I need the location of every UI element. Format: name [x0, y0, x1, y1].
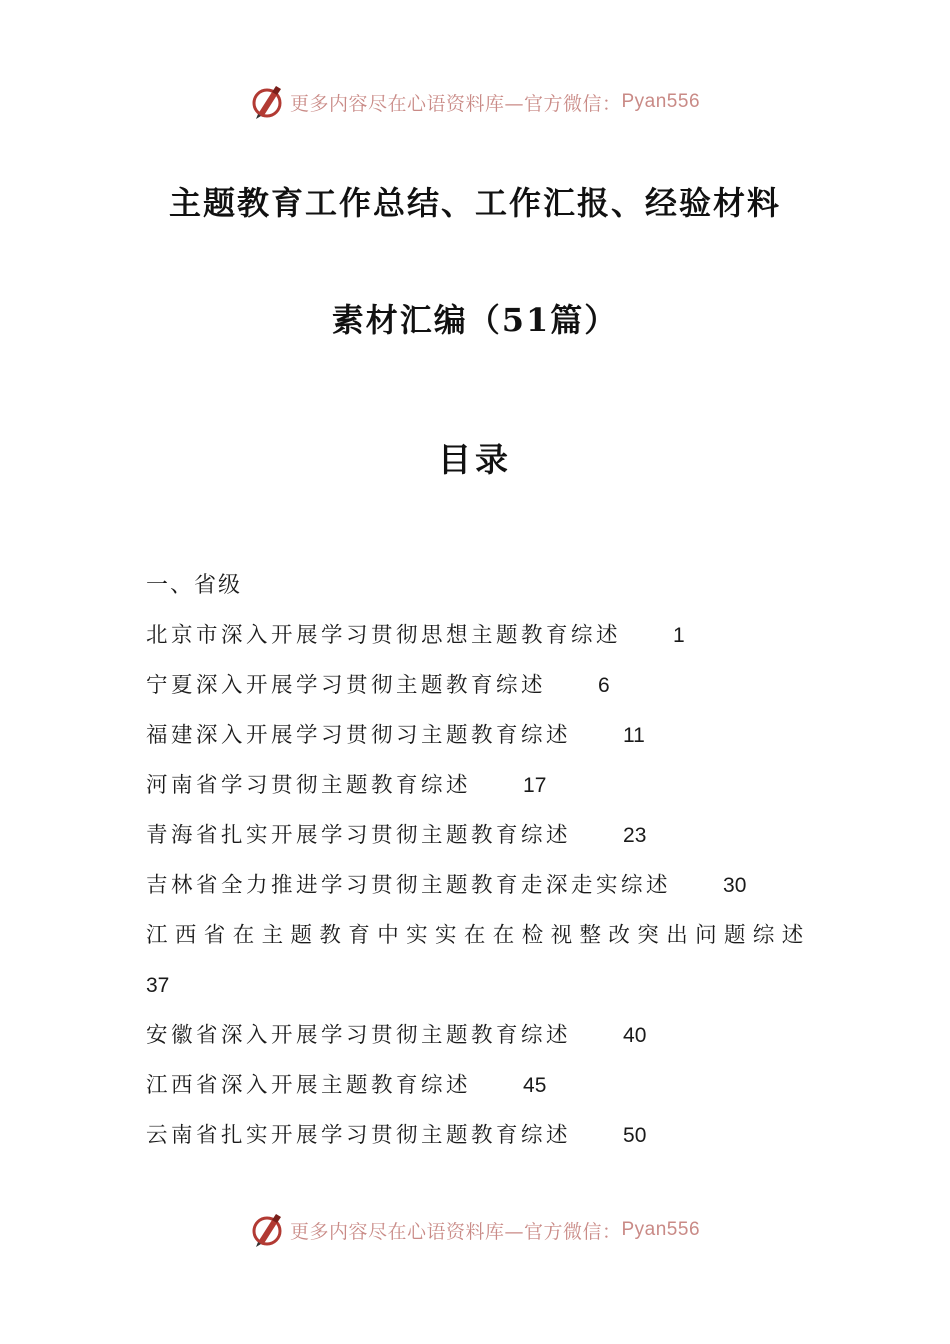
- toc-item-title: 安徽省深入开展学习贯彻主题教育综述: [146, 1023, 572, 1048]
- toc-item-title: 江西省深入开展主题教育综述: [146, 1073, 472, 1098]
- toc-item: [146, 866, 826, 916]
- toc-item-title: 吉林省全力推进学习贯彻主题教育走深走实综述: [146, 873, 672, 898]
- toc-item-page: 45: [523, 1074, 547, 1097]
- toc-item-page: 11: [623, 724, 645, 747]
- document-title-line2: 素材汇编（51篇）: [331, 301, 619, 339]
- pen-logo-icon: [250, 84, 286, 120]
- toc-item: [146, 1116, 826, 1166]
- watermark-text: 更多内容尽在心语资料库—官方微信：: [289, 92, 622, 115]
- table-of-contents: [146, 566, 826, 1166]
- watermark-footer: [0, 1210, 950, 1250]
- watermark-wechat-id: Pyan556: [621, 1219, 701, 1240]
- toc-item-page: 23: [623, 824, 647, 847]
- toc-item-title: 青海省扎实开展学习贯彻主题教育综述: [146, 823, 572, 848]
- toc-item: [146, 1016, 826, 1066]
- toc-heading: 目录: [438, 440, 512, 479]
- pen-logo-icon: [250, 1212, 286, 1248]
- toc-item: [146, 666, 826, 716]
- watermark-text: 更多内容尽在心语资料库—官方微信：: [289, 1220, 622, 1243]
- toc-item-page: 1: [673, 624, 685, 647]
- toc-item: [146, 766, 826, 816]
- toc-section-provincial: 一、省级: [146, 573, 243, 598]
- toc-item: [146, 1066, 826, 1116]
- document-title-line1: 主题教育工作总结、工作汇报、经验材料: [168, 184, 781, 222]
- toc-item-title: 江西省在主题教育中实实在在检视整改突出问题综述: [146, 923, 811, 948]
- toc-item-page: 6: [598, 674, 610, 697]
- toc-item-page: 40: [623, 1024, 647, 1047]
- toc-item-title: 北京市深入开展学习贯彻思想主题教育综述: [146, 623, 622, 648]
- toc-item-title: 河南省学习贯彻主题教育综述: [146, 773, 472, 798]
- toc-item-title: 宁夏深入开展学习贯彻主题教育综述: [146, 673, 547, 698]
- watermark-header: [0, 82, 950, 122]
- toc-item-page: 50: [623, 1124, 647, 1147]
- toc-item: [146, 616, 826, 666]
- toc-item: [146, 716, 826, 766]
- toc-item-title: 福建深入开展学习贯彻习主题教育综述: [146, 723, 572, 748]
- toc-item-page: 37: [146, 974, 170, 997]
- toc-item: [146, 916, 826, 1016]
- toc-item-title: 云南省扎实开展学习贯彻主题教育综述: [146, 1123, 572, 1148]
- toc-item: [146, 816, 826, 866]
- toc-item-page: 30: [723, 874, 747, 897]
- toc-item-page: 17: [523, 774, 547, 797]
- watermark-wechat-id: Pyan556: [621, 91, 701, 112]
